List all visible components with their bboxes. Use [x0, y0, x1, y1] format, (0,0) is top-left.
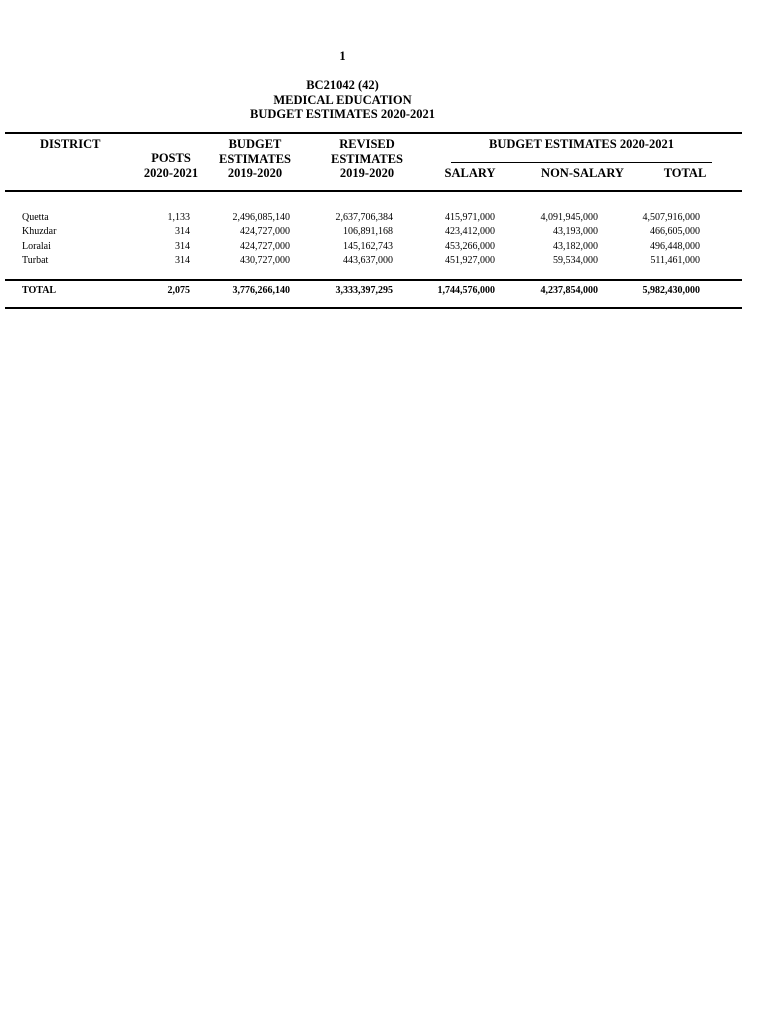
cell-district: Quetta	[22, 212, 49, 223]
budget-code: BC21042 (42)	[306, 78, 379, 92]
totals-total: 5,982,430,000	[642, 285, 700, 296]
col-header-total: TOTAL	[663, 166, 707, 180]
cell-salary: 415,971,000	[445, 212, 495, 223]
cell-district: Turbat	[22, 255, 49, 266]
page-number: 1	[339, 49, 346, 63]
cell-non-salary: 59,534,000	[553, 255, 598, 266]
report-subtitle: BUDGET ESTIMATES 2020-2021	[250, 107, 435, 121]
cell-non-salary: 43,182,000	[553, 241, 598, 252]
cell-budget: 2,496,085,140	[232, 212, 290, 223]
totals-budget: 3,776,266,140	[232, 285, 290, 296]
col-header-revised-line3: 2019-2020	[339, 166, 395, 180]
col-header-group: BUDGET ESTIMATES 2020-2021	[489, 137, 674, 151]
cell-posts: 314	[175, 255, 190, 266]
cell-salary: 453,266,000	[445, 241, 495, 252]
col-header-revised-line1: REVISED	[339, 137, 395, 151]
cell-posts: 314	[175, 226, 190, 237]
col-header-posts-line1: POSTS	[151, 151, 191, 165]
col-header-posts	[136, 151, 206, 180]
totals-label: TOTAL	[22, 285, 57, 296]
col-header-budget-line1: BUDGET	[228, 137, 282, 151]
col-header-revised	[322, 137, 412, 181]
cell-budget: 430,727,000	[240, 255, 290, 266]
totals-top-rule	[5, 279, 742, 281]
cell-posts: 1,133	[167, 212, 190, 223]
group-underline	[451, 162, 712, 163]
col-header-posts-line2: 2020-2021	[143, 165, 199, 180]
table-bottom-rule	[5, 307, 742, 309]
cell-revised: 106,891,168	[343, 226, 393, 237]
cell-salary: 423,412,000	[445, 226, 495, 237]
cell-budget: 424,727,000	[240, 226, 290, 237]
cell-revised: 443,637,000	[343, 255, 393, 266]
cell-district: Loralai	[22, 241, 51, 252]
cell-district: Khuzdar	[22, 226, 57, 237]
col-header-district: DISTRICT	[40, 137, 101, 151]
totals-salary: 1,744,576,000	[437, 285, 495, 296]
cell-non-salary: 43,193,000	[553, 226, 598, 237]
cell-non-salary: 4,091,945,000	[540, 212, 598, 223]
cell-budget: 424,727,000	[240, 241, 290, 252]
col-header-budget-line3: 2019-2020	[227, 166, 283, 180]
col-header-non-salary: NON-SALARY	[541, 166, 624, 180]
cell-total: 496,448,000	[650, 241, 700, 252]
totals-revised: 3,333,397,295	[335, 285, 393, 296]
cell-posts: 314	[175, 241, 190, 252]
col-header-salary: SALARY	[444, 166, 496, 180]
cell-total: 511,461,000	[650, 255, 700, 266]
cell-total: 4,507,916,000	[642, 212, 700, 223]
header-bottom-rule	[5, 190, 742, 192]
cell-revised: 145,162,743	[343, 241, 393, 252]
col-header-budget-line2: ESTIMATES	[218, 151, 291, 166]
totals-non-salary: 4,237,854,000	[540, 285, 598, 296]
col-header-budget	[210, 137, 300, 181]
cell-total: 466,605,000	[650, 226, 700, 237]
department-title: MEDICAL EDUCATION	[273, 93, 412, 107]
cell-salary: 451,927,000	[445, 255, 495, 266]
header-top-rule	[5, 132, 742, 134]
cell-revised: 2,637,706,384	[335, 212, 393, 223]
totals-posts: 2,075	[167, 285, 190, 296]
col-header-revised-line2: ESTIMATES	[330, 151, 403, 166]
